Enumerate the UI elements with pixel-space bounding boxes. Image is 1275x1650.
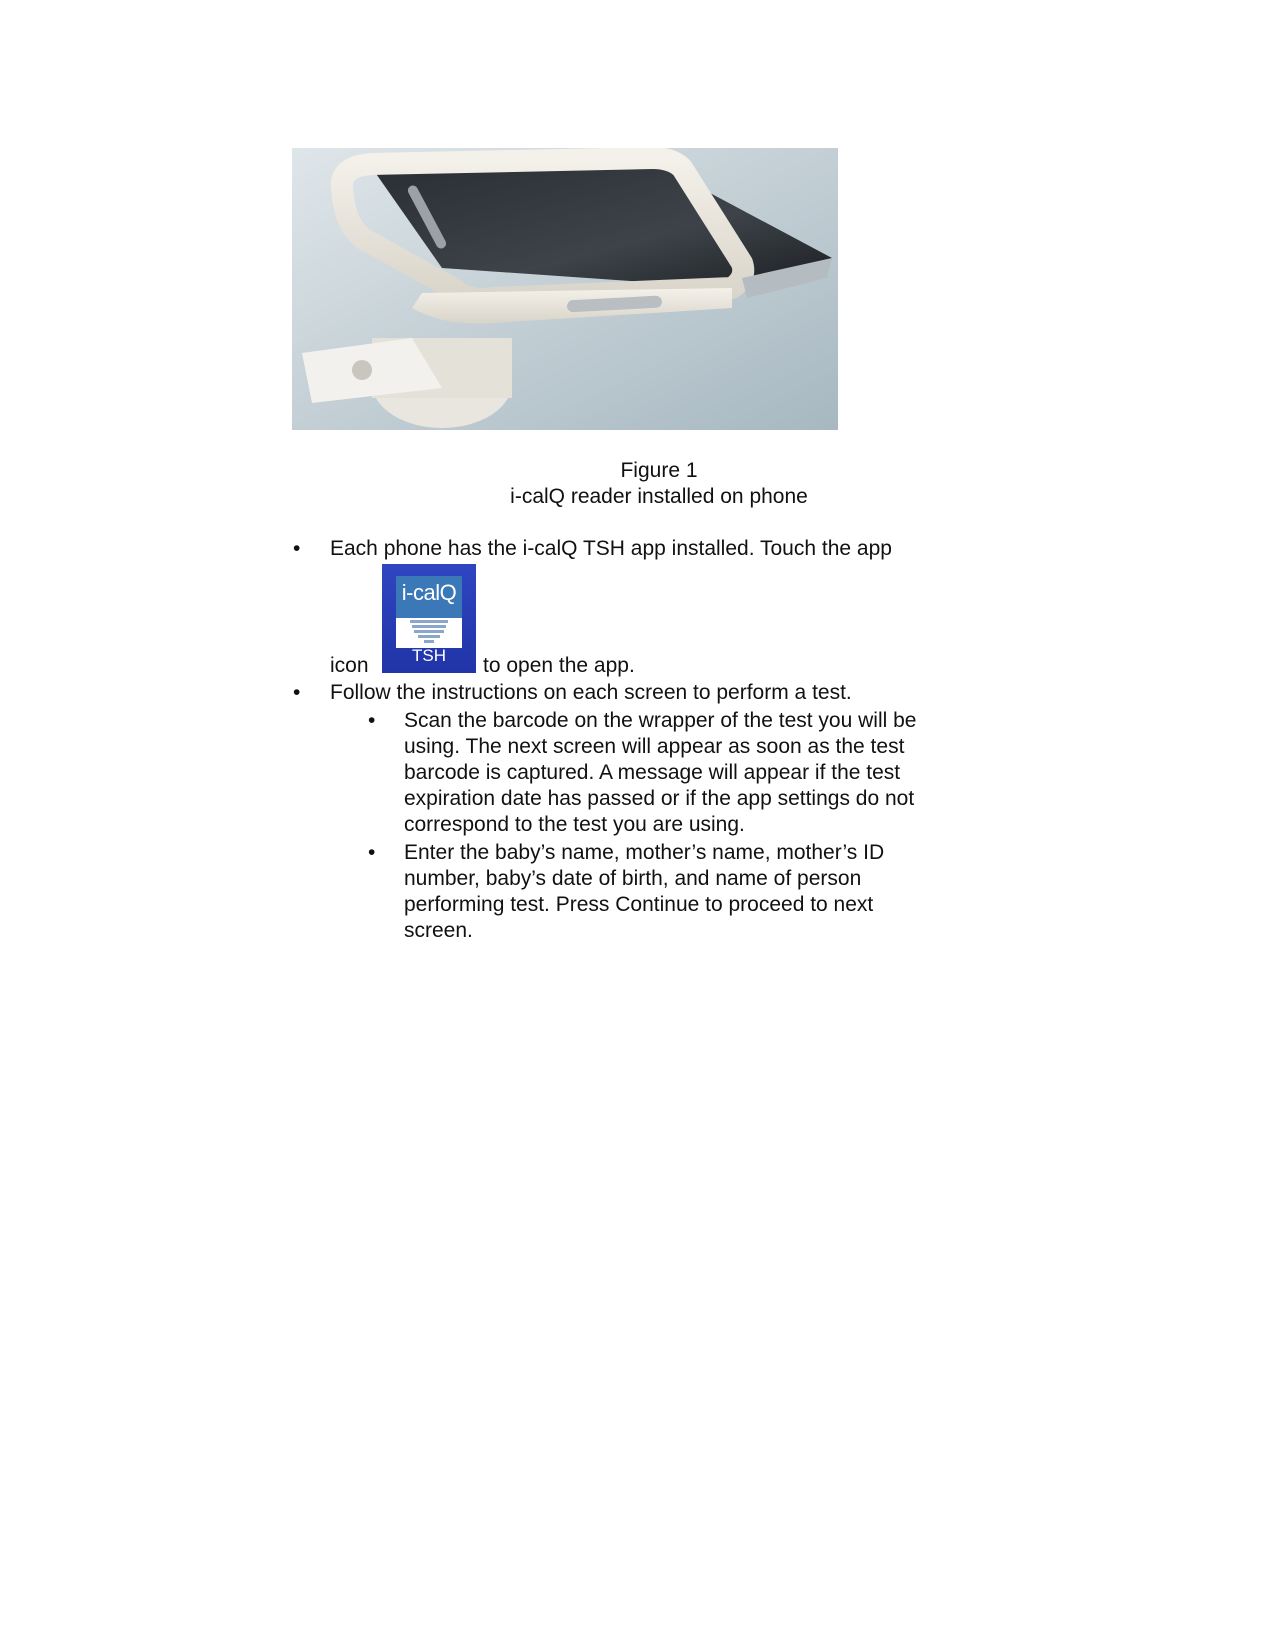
sub-bullet-2-line-1: Enter the baby’s name, mother’s name, mother’s ID: [404, 841, 885, 864]
sub-bullet-2-line-3: performing test. Press Continue to proceed to next: [404, 893, 874, 916]
sub-bullet-1-line-5: correspond to the test you are using.: [404, 813, 745, 836]
sub-bullet-marker: •: [368, 841, 376, 864]
icon-bars-graphic: [396, 618, 462, 648]
sub-bullet-1-line-1: Scan the barcode on the wrapper of the test you will be: [404, 709, 917, 732]
sub-bullet-1-line-2: using. The next screen will appear as soon as the test: [404, 735, 905, 758]
phone-reader-illustration: [292, 148, 838, 430]
bullet-marker: •: [293, 537, 301, 560]
sub-bullet-1-line-3: barcode is captured. A message will appear if the test: [404, 761, 901, 784]
sub-bullet-marker: •: [368, 709, 376, 732]
bullet-1-icon-label: icon: [330, 654, 369, 677]
figure-photo: [292, 148, 838, 430]
bullet-1-line-2: to open the app.: [483, 654, 635, 677]
sub-bullet-2-line-4: screen.: [404, 919, 473, 942]
figure-caption: i-calQ reader installed on phone: [510, 485, 808, 508]
bullet-1-line-1: Each phone has the i-calQ TSH app installed. Touch the app: [330, 537, 892, 560]
bullet-marker: •: [293, 681, 301, 704]
icon-logo-text: i-calQ: [401, 580, 457, 605]
sub-bullet-1-line-4: expiration date has passed or if the app settings do not: [404, 787, 915, 810]
bullet-2-text: Follow the instructions on each screen to perform a test.: [330, 681, 852, 704]
i-calq-tsh-app-icon: [382, 564, 476, 673]
figure-number: Figure 1: [620, 459, 698, 482]
sub-bullet-2-line-2: number, baby’s date of birth, and name of person: [404, 867, 862, 890]
icon-tsh-label: TSH: [412, 646, 446, 665]
icon-band-white: [396, 618, 462, 648]
